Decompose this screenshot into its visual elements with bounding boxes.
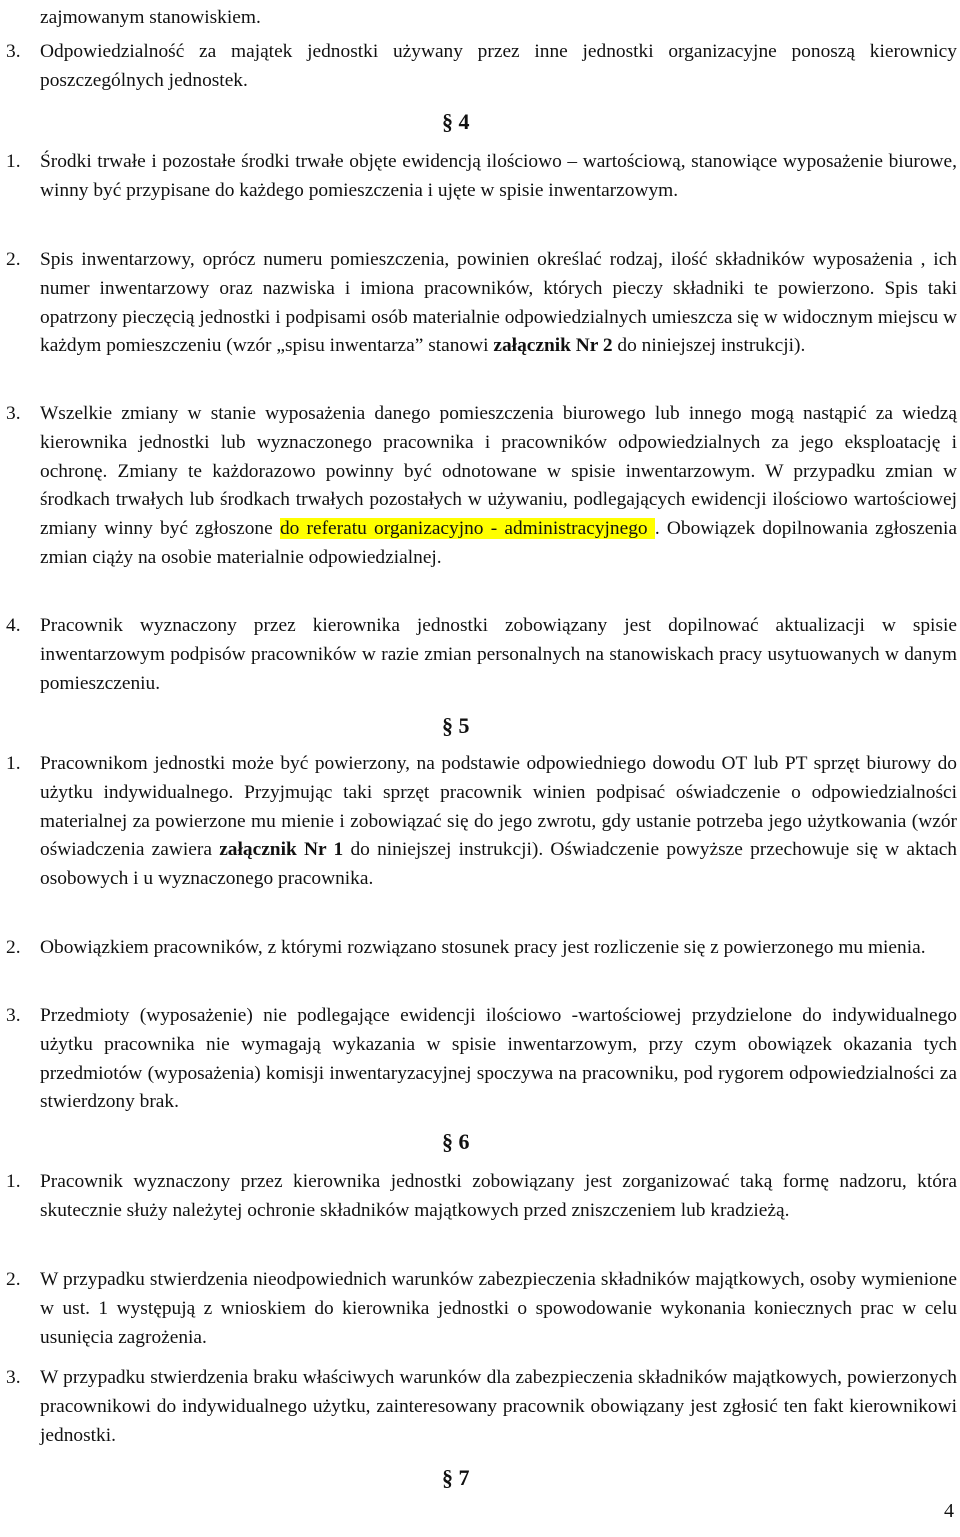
- attachment-reference: załącznik Nr 2: [493, 335, 613, 357]
- paragraph-number: 2.: [6, 249, 21, 270]
- s4-paragraph-3: [6, 400, 957, 573]
- paragraph-text: W przypadku stwierdzenia nieodpowiednich warunków zabezpieczenia składników majątkowych, osoby wymienione w ust. 1 występują z wnioskiem do kierownika jednostki o spowodowanie wykonania koniecznych prac w celu usunięcia zagrożenia.: [40, 1269, 957, 1348]
- section-heading-7: § 7: [442, 1465, 470, 1490]
- s4-paragraph-1: [6, 148, 957, 206]
- section-heading-4: § 4: [442, 109, 470, 134]
- paragraph-text: Wszelkie zmiany w stanie wyposażenia danego pomieszczenia biurowego lub innego mogą nastąpić za wiedzą kierownika jednostki lub wyznaczonego pracownika i pracowników odpowiedzialnych za jego eksploatację i ochronę. Zmiany te każdorazowo powinny być odnotowane w spisie inwentarzowym. W przypadku zmian w środkach trwałych lub środkach trwałych pozostałych w używaniu, podlegających ewidencji ilościowo wartościowej zmiany winny być zgłoszone: [40, 403, 957, 540]
- section-heading-5: § 5: [442, 713, 470, 738]
- paragraph-number: 1.: [6, 753, 21, 774]
- section-heading-6: § 6: [442, 1129, 470, 1154]
- paragraph-number: 3.: [6, 403, 21, 424]
- paragraph-number: 3.: [6, 41, 21, 62]
- s4-paragraph-4: [6, 612, 957, 698]
- paragraph-number: 1.: [6, 1171, 21, 1192]
- paragraph-text: Środki trwałe i pozostałe środki trwałe objęte ewidencją ilościowo – wartościową, stanowiące wyposażenie biurowe, winny być przypisane do każdego pomieszczenia i ujęte w spisie inwentarzowym.: [40, 151, 957, 201]
- s6-paragraph-3: [6, 1364, 957, 1450]
- s4-paragraph-2: [6, 246, 958, 361]
- paragraph-text: Spis inwentarzowy, oprócz numeru pomieszczenia, powinien określać rodzaj, ilość składników wyposażenia , ich numer inwentarzowy oraz nazwiska i imiona pracowników, których pieczy składniki te powierzono. Spis taki opatrzony pieczęcią jednostki i podpisami osób materialnie odpowiedzialnych umieszcza się w widocznym miejscu w każdym pomieszczeniu (wzór „spisu inwentarza” stanowi: [40, 249, 958, 357]
- paragraph-text: . Obowiązek dopilnowania zgłoszenia zmian ciąży na osobie materialnie odpowiedzialnej.: [40, 518, 957, 568]
- attachment-reference: załącznik Nr 1: [219, 839, 344, 861]
- paragraph-text: Obowiązkiem pracowników, z którymi rozwiązano stosunek pracy jest rozliczenie się z powierzonego mu mienia.: [40, 937, 926, 958]
- paragraph-text: Odpowiedzialność za majątek jednostki używany przez inne jednostki organizacyjne ponoszą kierownicy poszczególnych jednostek.: [40, 41, 957, 91]
- paragraph-number: 2.: [6, 937, 21, 958]
- paragraph-text: do niniejszej instrukcji). Oświadczenie powyższe przechowuje się w aktach osobowych i u wyznaczonego pracownika.: [40, 839, 958, 890]
- paragraph-text: Pracownikom jednostki może być powierzony, na podstawie odpowiedniego dowodu OT lub PT sprzęt biurowy do użytku indywidualnego. Przyjmując taki sprzęt pracownik winien podpisać oświadczenie o odpowiedzialności materialnej za powierzone mu mienie i zobowiązać się do jego zwrotu, gdy ustanie potrzeba jego użytkowania (wzór oświadczenia zawiera: [40, 753, 957, 861]
- s6-paragraph-1: [6, 1168, 957, 1226]
- paragraph-3-previous: [6, 38, 957, 96]
- paragraph-text: Pracownik wyznaczony przez kierownika jednostki zobowiązany jest zorganizować taką formę nadzoru, która skutecznie służy należytej ochronie składników majątkowych przed zniszczeniem lub kradzieżą.: [40, 1171, 957, 1221]
- paragraph-text: W przypadku stwierdzenia braku właściwych warunków dla zabezpieczenia składników majątkowych, powierzonych pracownikowi do indywidualnego użytku, zainteresowany pracownik obowiązany jest zgłosić ten fakt kierownikowi jednostki.: [40, 1367, 957, 1446]
- paragraph-text: do niniejszej instrukcji).: [612, 335, 806, 357]
- s5-paragraph-2: [6, 934, 957, 963]
- paragraph-number: 4.: [6, 615, 21, 636]
- s6-paragraph-2: [6, 1266, 957, 1352]
- page-number: 4: [944, 1500, 954, 1522]
- paragraph-number: 2.: [6, 1269, 21, 1290]
- highlighted-text: do referatu organizacyjno - administracyjnego: [279, 518, 655, 540]
- s5-paragraph-3: [6, 1002, 957, 1117]
- continuation-text: zajmowanym stanowiskiem.: [40, 7, 261, 28]
- paragraph-number: 3.: [6, 1005, 21, 1026]
- paragraph-number: 1.: [6, 151, 21, 172]
- paragraph-number: 3.: [6, 1367, 21, 1388]
- paragraph-text: Pracownik wyznaczony przez kierownika jednostki zobowiązany jest dopilnować aktualizacji w spisie inwentarzowym podpisów pracowników w razie zmian personalnych na stanowiskach pracy usytuowanych w danym pomieszczeniu.: [40, 615, 957, 694]
- s5-paragraph-1: [6, 750, 958, 894]
- paragraph-text: Przedmioty (wyposażenie) nie podlegające ewidencji ilościowo -wartościowej przydzielone do indywidualnego użytku pracownika nie wymagają wykazania w spisie inwentarzowym, przy czym obowiązek okazania tych przedmiotów (wyposażenia) komisji inwentaryzacyjnej spoczywa na pracowniku, pod rygorem odpowiedzialności za stwierdzony brak.: [40, 1005, 957, 1113]
